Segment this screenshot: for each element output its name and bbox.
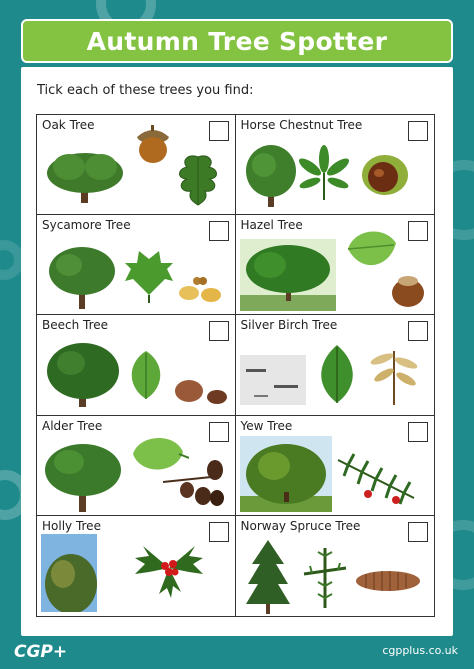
tick-checkbox[interactable] xyxy=(408,321,428,341)
tick-checkbox[interactable] xyxy=(408,522,428,542)
horse-chestnut-tree-icon xyxy=(244,141,298,209)
sycamore-seed-icon xyxy=(177,273,225,307)
tree-cell-alder xyxy=(37,416,236,516)
chestnut-leaf-icon xyxy=(296,145,352,201)
tree-label: Yew Tree xyxy=(240,418,293,433)
tree-cell-norway-spruce xyxy=(236,516,435,616)
oak-leaf-icon xyxy=(173,149,223,207)
tree-label: Norway Spruce Tree xyxy=(240,518,361,533)
sycamore-leaf-icon xyxy=(123,245,175,303)
tree-label: Silver Birch Tree xyxy=(240,318,338,333)
conker-icon xyxy=(360,153,410,197)
sycamore-tree-icon xyxy=(47,243,117,311)
instruction-text: Tick each of these trees you find: xyxy=(37,83,254,98)
acorn-icon xyxy=(131,123,175,165)
oak-tree-icon xyxy=(45,145,125,205)
yew-sprig-icon xyxy=(334,446,418,506)
hazel-leaf-icon xyxy=(344,223,398,277)
hazel-tree-photo-icon xyxy=(240,239,336,311)
spruce-tree-icon xyxy=(246,538,290,614)
tree-cell-hazel xyxy=(236,215,435,315)
cgp-logo xyxy=(14,640,67,664)
tree-cell-horse-chestnut xyxy=(236,115,435,215)
spruce-cone-icon xyxy=(354,566,422,596)
tree-label: Oak Tree xyxy=(42,118,95,132)
tick-checkbox[interactable] xyxy=(408,221,428,241)
brand-name: CGP+ xyxy=(14,642,68,662)
tick-checkbox[interactable] xyxy=(209,522,229,542)
alder-cone-icon xyxy=(159,456,227,512)
beech-nut-icon xyxy=(171,373,231,409)
tree-grid xyxy=(36,114,435,617)
tree-cell-beech xyxy=(37,315,236,415)
yew-tree-photo-icon xyxy=(240,436,332,512)
tick-checkbox[interactable] xyxy=(209,422,229,442)
worksheet xyxy=(21,67,453,636)
beech-leaf-icon xyxy=(125,349,167,403)
tick-checkbox[interactable] xyxy=(209,221,229,241)
tree-cell-holly xyxy=(37,516,236,616)
holly-tree-photo-icon xyxy=(41,534,97,612)
tree-cell-yew xyxy=(236,416,435,516)
tick-checkbox[interactable] xyxy=(209,121,229,141)
tree-cell-silver-birch xyxy=(236,315,435,415)
hazelnut-icon xyxy=(390,273,426,309)
tick-checkbox[interactable] xyxy=(209,321,229,341)
alder-tree-icon xyxy=(43,440,123,514)
tree-cell-oak xyxy=(37,115,236,215)
tree-label: Sycamore Tree xyxy=(42,218,131,233)
birch-catkin-icon xyxy=(366,341,422,407)
birch-leaf-icon xyxy=(312,341,362,407)
tree-label: Alder Tree xyxy=(42,418,103,433)
tick-checkbox[interactable] xyxy=(408,422,428,442)
title-banner xyxy=(21,19,453,63)
birch-bark-icon xyxy=(240,355,306,405)
tree-label: Hazel Tree xyxy=(240,218,303,233)
tree-cell-sycamore xyxy=(37,215,236,315)
tick-checkbox[interactable] xyxy=(408,121,428,141)
tree-label: Horse Chestnut Tree xyxy=(240,118,363,132)
beech-tree-icon xyxy=(45,339,121,409)
tree-label: Beech Tree xyxy=(42,318,109,333)
spruce-sprig-icon xyxy=(300,546,350,610)
page-title: Autumn Tree Spotter xyxy=(86,26,388,56)
website-link[interactable]: cgpplus.co.uk xyxy=(382,644,458,657)
holly-sprig-icon xyxy=(129,536,209,600)
tree-label: Holly Tree xyxy=(42,518,101,533)
